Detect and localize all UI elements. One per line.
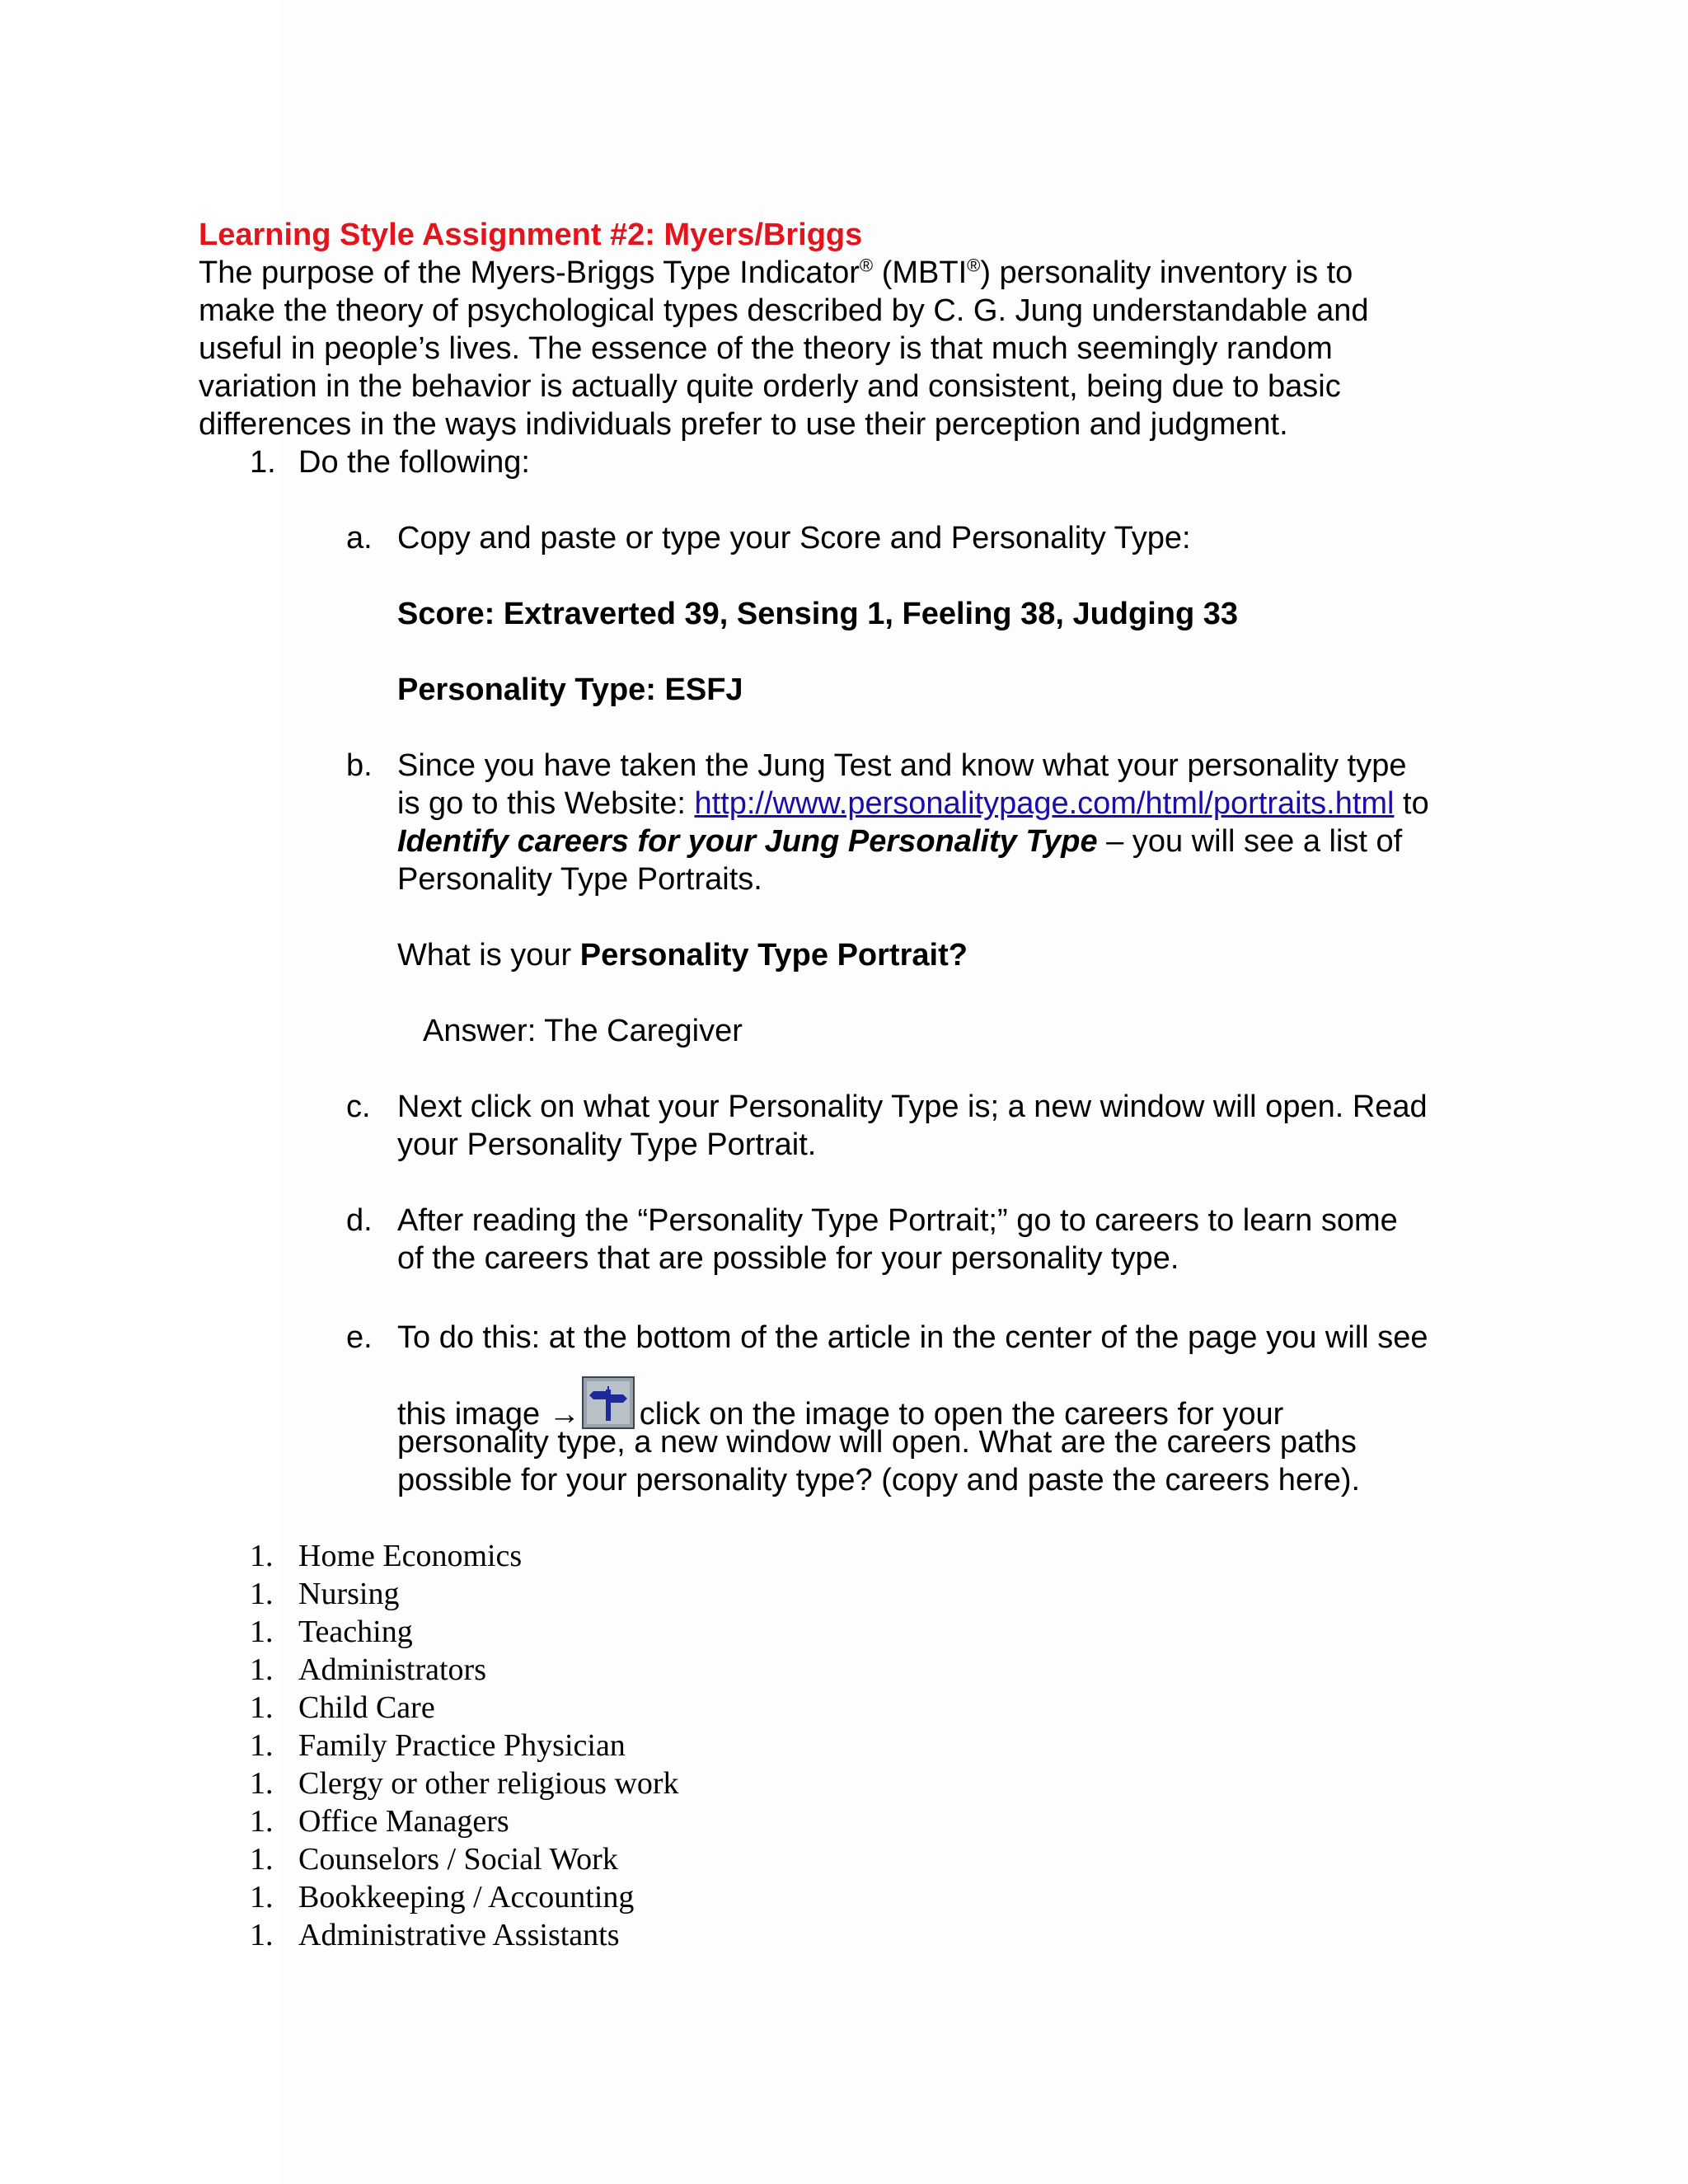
- item-b-text-2b: to: [1394, 786, 1429, 821]
- portrait-question: [397, 936, 968, 974]
- list-marker: 1.: [250, 1652, 274, 1687]
- list-marker: 1.: [250, 1539, 274, 1573]
- intro-text-1b: (MBTI: [873, 255, 968, 290]
- list-marker: 1.: [250, 1880, 274, 1915]
- item-b-line-3: [397, 823, 1402, 860]
- list-item: Bookkeeping / Accounting: [298, 1880, 635, 1915]
- list-item: Administrative Assistants: [298, 1918, 620, 1952]
- item-c-line-2: your Personality Type Portrait.: [397, 1127, 817, 1162]
- document-title: Learning Style Assignment #2: Myers/Briggs: [199, 218, 863, 252]
- list-marker: d.: [346, 1203, 373, 1238]
- intro-line-1: [199, 254, 1353, 292]
- list-marker: 1.: [250, 1804, 274, 1839]
- item-b-text-3b: – you will see a list of: [1097, 824, 1403, 859]
- item-b-line-1: Since you have taken the Jung Test and know what your personality type: [397, 748, 1407, 783]
- list-marker: 1.: [250, 1728, 274, 1763]
- score-line: Score: Extraverted 39, Sensing 1, Feeling 38, Judging 33: [397, 597, 1239, 631]
- list-item: Nursing: [298, 1577, 400, 1611]
- step1-text: Do the following:: [298, 445, 530, 480]
- item-b-text-2a: is go to this Website:: [397, 786, 695, 821]
- item-b-emphasis: Identify careers for your Jung Personality Type: [397, 824, 1098, 859]
- list-marker: 1.: [250, 1690, 274, 1725]
- item-d-line-2: of the careers that are possible for your personality type.: [397, 1241, 1179, 1276]
- item-e-line-4: possible for your personality type? (copy and paste the careers here).: [397, 1463, 1361, 1497]
- portrait-question-text: What is your: [397, 938, 580, 972]
- item-e-text-2b: click on the image to open the careers for your: [639, 1397, 1284, 1432]
- intro-text-1a: The purpose of the Myers-Briggs Type Indicator: [199, 255, 860, 290]
- list-item: Child Care: [298, 1690, 435, 1725]
- portrait-question-bold: Personality Type Portrait?: [579, 938, 968, 972]
- portraits-link[interactable]: http://www.personalitypage.com/html/portraits.html: [694, 786, 1395, 821]
- item-a-text: Copy and paste or type your Score and Personality Type:: [397, 521, 1191, 555]
- item-d-line-1: After reading the “Personality Type Portrait;” go to careers to learn some: [397, 1203, 1398, 1238]
- item-e-text-2a: this image →: [397, 1397, 580, 1432]
- registered-mark: ®: [859, 255, 874, 276]
- list-item: Teaching: [298, 1615, 413, 1649]
- list-item: Office Managers: [298, 1804, 509, 1839]
- list-item: Clergy or other religious work: [298, 1766, 679, 1801]
- list-marker: 1.: [250, 1842, 274, 1877]
- list-marker: a.: [346, 521, 373, 555]
- item-b-line-4: Personality Type Portraits.: [397, 862, 762, 897]
- intro-line-5: differences in the ways individuals prefer to use their perception and judgment.: [199, 407, 1288, 442]
- list-marker: 1.: [250, 1577, 274, 1611]
- list-item: Administrators: [298, 1652, 486, 1687]
- item-b-line-2: [397, 785, 1429, 823]
- item-e-line-3: personality type, a new window will open. What are the careers paths: [397, 1425, 1357, 1460]
- item-c-line-1: Next click on what your Personality Type is; a new window will open. Read: [397, 1090, 1428, 1124]
- list-marker: b.: [346, 748, 373, 783]
- list-item: Home Economics: [298, 1539, 523, 1573]
- list-marker: 1.: [250, 1615, 274, 1649]
- intro-line-3: useful in people’s lives. The essence of the theory is that much seemingly random: [199, 331, 1333, 366]
- list-marker: e.: [346, 1320, 373, 1355]
- intro-text-1c: ) personality inventory is to: [980, 255, 1353, 290]
- personality-type-line: Personality Type: ESFJ: [397, 673, 743, 707]
- list-marker: 1.: [250, 1918, 274, 1952]
- registered-mark: ®: [967, 255, 981, 276]
- portrait-answer: Answer: The Caregiver: [423, 1014, 743, 1048]
- intro-line-4: variation in the behavior is actually quite orderly and consistent, being due to basic: [199, 369, 1341, 404]
- list-item: Family Practice Physician: [298, 1728, 626, 1763]
- list-marker: 1.: [250, 445, 276, 480]
- item-e-line-1: To do this: at the bottom of the article in the center of the page you will see: [397, 1320, 1428, 1355]
- list-marker: 1.: [250, 1766, 274, 1801]
- list-marker: c.: [346, 1090, 371, 1124]
- intro-line-2: make the theory of psychological types described by C. G. Jung understandable and: [199, 293, 1369, 328]
- list-item: Counselors / Social Work: [298, 1842, 618, 1877]
- careers-signpost-icon[interactable]: [582, 1376, 635, 1429]
